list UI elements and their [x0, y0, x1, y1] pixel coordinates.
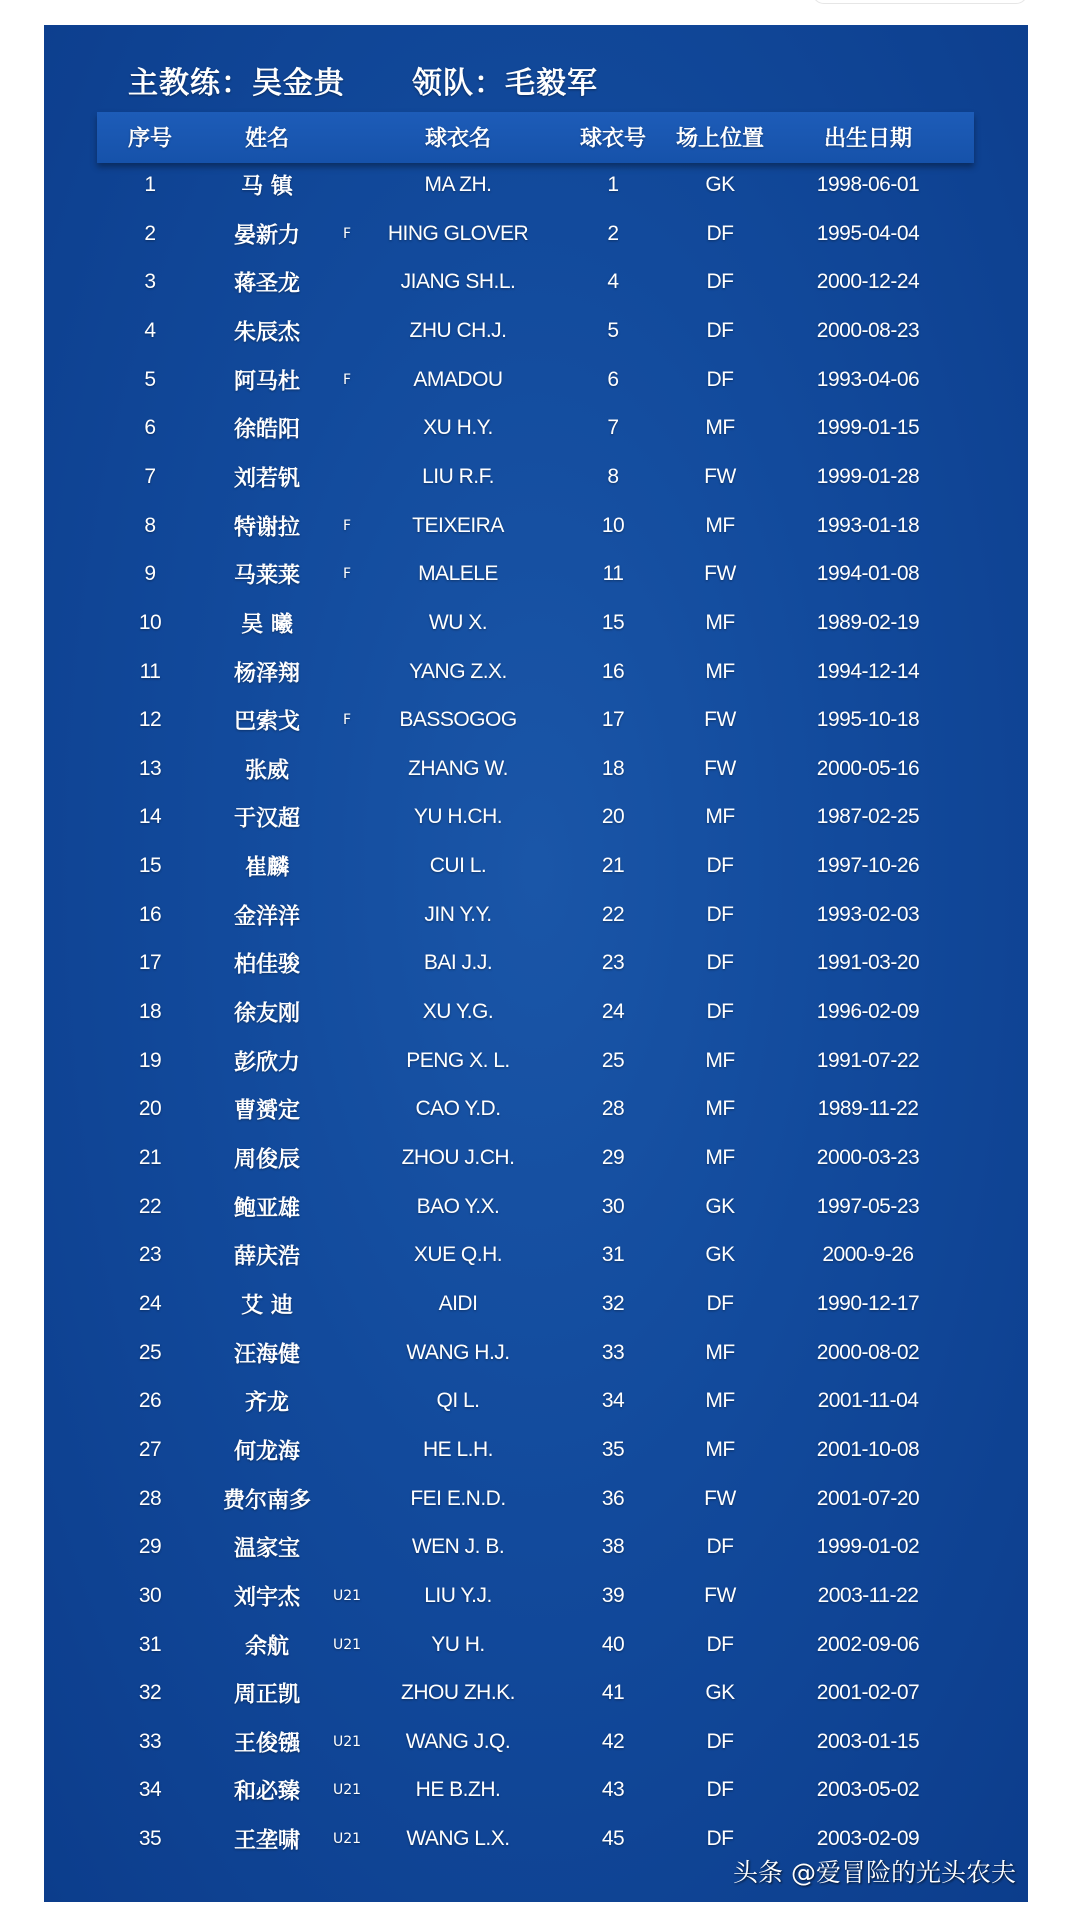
- position: MF: [705, 1146, 735, 1169]
- col-header-name: 姓名: [244, 126, 290, 152]
- player-number: 23: [138, 1243, 162, 1267]
- birthdate: 1999-01-15: [816, 416, 920, 440]
- player-name: 马莱莱: [233, 563, 301, 589]
- jersey-name: BAO Y.X.: [416, 1194, 500, 1218]
- position: FW: [704, 708, 736, 732]
- birthdate: 1993-01-18: [816, 513, 920, 537]
- jersey-name: CUI L.: [429, 854, 487, 878]
- player-number: 3: [144, 270, 156, 294]
- player-name: 曹赟定: [233, 1098, 301, 1124]
- player-name: 杨泽翔: [233, 661, 301, 686]
- player-name: 蒋圣龙: [233, 271, 301, 297]
- birthdate: 2001-11-04: [817, 1389, 919, 1413]
- jersey-number: 16: [601, 659, 625, 683]
- jersey-number: 1: [607, 173, 619, 196]
- player-tag: U21: [332, 1831, 362, 1848]
- birthdate: 2000-05-16: [816, 756, 920, 780]
- birthdate: 2000-12-24: [816, 270, 920, 294]
- player-number: 30: [138, 1583, 162, 1607]
- jersey-name: XU H.Y.: [423, 416, 493, 440]
- jersey-name: HING GLOVER: [387, 221, 529, 245]
- birthdate: 1989-11-22: [817, 1097, 919, 1121]
- player-tag: U21: [332, 1733, 362, 1750]
- jersey-name: ZHOU J.CH.: [401, 1146, 515, 1169]
- player-number: 21: [138, 1146, 162, 1169]
- player-name: 晏新力: [233, 223, 301, 249]
- jersey-number: 5: [607, 318, 619, 342]
- player-name: 徐皓阳: [233, 417, 301, 443]
- jersey-number: 23: [601, 951, 625, 975]
- player-number: 2: [144, 221, 156, 245]
- player-name: 何龙海: [233, 1439, 301, 1465]
- position: MF: [705, 1340, 735, 1364]
- player-tag: U21: [332, 1587, 362, 1604]
- player-number: 10: [138, 610, 162, 634]
- player-number: 9: [144, 562, 156, 586]
- jersey-name: WANG J.Q.: [405, 1729, 511, 1753]
- jersey-number: 18: [601, 756, 625, 780]
- jersey-name: YU H.CH.: [413, 805, 503, 829]
- player-name: 周正凯: [233, 1682, 301, 1708]
- player-name: 张威: [244, 758, 290, 784]
- jersey-number: 10: [601, 513, 625, 537]
- birthdate: 2000-08-23: [816, 318, 920, 342]
- position: DF: [706, 367, 734, 391]
- player-number: 22: [138, 1194, 162, 1218]
- position: MF: [705, 805, 735, 829]
- player-name: 于汉超: [233, 806, 301, 832]
- jersey-name: AMADOU: [413, 367, 503, 391]
- jersey-name: ZHOU ZH.K.: [401, 1681, 515, 1705]
- jersey-name: CAO Y.D.: [415, 1097, 501, 1121]
- jersey-number: 32: [601, 1291, 625, 1315]
- col-header-birthdate: 出生日期: [823, 126, 913, 152]
- jersey-number: 15: [601, 610, 625, 634]
- jersey-number: 25: [601, 1048, 625, 1072]
- jersey-number: 35: [601, 1437, 625, 1461]
- position: MF: [705, 513, 735, 537]
- birthdate: 2003-01-15: [816, 1729, 920, 1753]
- player-number: 18: [138, 1000, 162, 1024]
- jersey-name: XUE Q.H.: [413, 1243, 503, 1267]
- birthdate: 1993-02-03: [816, 902, 920, 926]
- jersey-name: WEN J. B.: [411, 1535, 505, 1559]
- jersey-number: 31: [601, 1243, 625, 1267]
- position: MF: [705, 1389, 735, 1413]
- jersey-name: BAI J.J.: [423, 951, 493, 975]
- jersey-number: 39: [601, 1583, 625, 1607]
- jersey-name: PENG X. L.: [406, 1048, 510, 1072]
- jersey-number: 43: [601, 1778, 625, 1802]
- jersey-number: 34: [601, 1389, 625, 1413]
- player-tag: F: [342, 517, 352, 534]
- player-number: 6: [144, 416, 156, 440]
- jersey-number: 41: [601, 1681, 625, 1705]
- birthdate: 1995-10-18: [816, 708, 920, 732]
- jersey-number: 45: [601, 1827, 625, 1851]
- player-name: 刘若钒: [233, 466, 301, 492]
- col-header-number: 序号: [127, 126, 173, 152]
- position: DF: [706, 1535, 734, 1559]
- table-header: [97, 112, 974, 163]
- player-number: 25: [138, 1340, 162, 1364]
- player-number: 28: [138, 1486, 162, 1510]
- player-name: 崔麟: [244, 855, 290, 881]
- jersey-number: 17: [601, 708, 625, 732]
- birthdate: 2002-09-06: [816, 1632, 920, 1656]
- position: DF: [706, 902, 734, 926]
- player-number: 19: [138, 1048, 162, 1072]
- player-number: 32: [138, 1681, 162, 1705]
- head-coach-label: 主教练：吴金贵: [128, 66, 345, 101]
- player-number: 31: [138, 1632, 162, 1656]
- birthdate: 1990-12-17: [816, 1291, 920, 1315]
- jersey-number: 33: [601, 1340, 625, 1364]
- position: GK: [705, 1681, 735, 1705]
- birthdate: 1989-02-19: [816, 610, 920, 634]
- player-name: 和必臻: [233, 1779, 301, 1805]
- player-name: 特谢拉: [233, 515, 301, 541]
- jersey-name: HE L.H.: [422, 1437, 494, 1461]
- player-number: 7: [144, 464, 156, 488]
- birthdate: 1987-02-25: [816, 805, 920, 829]
- position: FW: [704, 1583, 736, 1607]
- birthdate: 2001-02-07: [816, 1681, 920, 1705]
- position: DF: [706, 1632, 734, 1656]
- jersey-name: JIN Y.Y.: [424, 902, 492, 926]
- jersey-name: AIDI: [438, 1291, 478, 1315]
- position: MF: [705, 416, 735, 440]
- player-number: 33: [138, 1729, 162, 1753]
- position: MF: [705, 1437, 735, 1461]
- player-name: 朱辰杰: [233, 320, 301, 346]
- jersey-number: 4: [607, 270, 619, 294]
- jersey-name: ZHU CH.J.: [409, 318, 507, 342]
- col-header-position: 场上位置: [675, 126, 765, 152]
- position: FW: [704, 464, 736, 488]
- player-number: 20: [138, 1097, 162, 1121]
- position: MF: [705, 1097, 735, 1121]
- birthdate: 2003-02-09: [816, 1827, 920, 1851]
- player-name: 王垄啸: [233, 1828, 301, 1854]
- birthdate: 2003-11-22: [817, 1583, 919, 1607]
- birthdate: 1997-10-26: [816, 854, 920, 878]
- player-number: 16: [138, 902, 162, 926]
- jersey-number: 40: [601, 1632, 625, 1656]
- player-name: 温家宝: [233, 1536, 301, 1562]
- player-number: 14: [138, 805, 162, 829]
- jersey-name: YANG Z.X.: [409, 659, 507, 683]
- player-name: 徐友刚: [233, 1001, 301, 1027]
- player-name: 艾 迪: [241, 1293, 293, 1319]
- top-button-outline[interactable]: [812, 0, 1028, 4]
- birthdate: 1991-07-22: [816, 1048, 920, 1072]
- player-number: 27: [138, 1437, 162, 1461]
- player-name: 刘宇杰: [233, 1585, 301, 1611]
- player-tag: U21: [332, 1636, 362, 1653]
- col-header-jersey-name: 球衣名: [424, 126, 492, 152]
- jersey-number: 30: [601, 1194, 625, 1218]
- jersey-name: BASSOGOG: [399, 708, 517, 732]
- player-name: 巴索戈: [233, 709, 301, 735]
- player-number: 34: [138, 1778, 162, 1802]
- player-tag: F: [342, 566, 352, 583]
- position: GK: [705, 173, 735, 196]
- birthdate: 1993-04-06: [816, 367, 920, 391]
- jersey-name: JIANG SH.L.: [400, 270, 516, 294]
- player-name: 费尔南多: [222, 1488, 312, 1514]
- jersey-number: 8: [607, 464, 619, 488]
- position: DF: [706, 318, 734, 342]
- birthdate: 1999-01-02: [816, 1535, 920, 1559]
- jersey-name: MALELE: [418, 562, 498, 586]
- jersey-name: ZHANG W.: [408, 756, 508, 780]
- player-number: 13: [138, 756, 162, 780]
- jersey-number: 22: [601, 902, 625, 926]
- player-number: 15: [138, 854, 162, 878]
- birthdate: 1996-02-09: [816, 1000, 920, 1024]
- jersey-number: 42: [601, 1729, 625, 1753]
- position: MF: [705, 659, 735, 683]
- birthdate: 2000-08-02: [816, 1340, 920, 1364]
- player-number: 29: [138, 1535, 162, 1559]
- birthdate: 1994-12-14: [816, 659, 920, 683]
- player-number: 12: [138, 708, 162, 732]
- jersey-number: 28: [601, 1097, 625, 1121]
- position: DF: [706, 1729, 734, 1753]
- position: DF: [706, 221, 734, 245]
- position: DF: [706, 270, 734, 294]
- jersey-number: 24: [601, 1000, 625, 1024]
- jersey-name: LIU Y.J.: [424, 1583, 492, 1607]
- position: DF: [706, 1000, 734, 1024]
- player-name: 彭欣力: [233, 1050, 301, 1076]
- player-name: 齐龙: [244, 1390, 290, 1416]
- jersey-number: 11: [602, 562, 624, 586]
- player-name: 汪海健: [233, 1342, 301, 1368]
- player-name: 马 镇: [241, 174, 293, 200]
- jersey-number: 29: [601, 1146, 625, 1169]
- birthdate: 1991-03-20: [816, 951, 920, 975]
- player-number: 17: [138, 951, 162, 975]
- birthdate: 1999-01-28: [816, 464, 920, 488]
- jersey-name: FEI E.N.D.: [410, 1486, 506, 1510]
- position: DF: [706, 1778, 734, 1802]
- jersey-name: QI L.: [436, 1389, 480, 1413]
- position: FW: [704, 562, 736, 586]
- position: MF: [705, 1048, 735, 1072]
- player-number: 26: [138, 1389, 162, 1413]
- birthdate: 2000-03-23: [816, 1146, 920, 1169]
- jersey-name: LIU R.F.: [422, 464, 494, 488]
- player-name: 金洋洋: [233, 904, 301, 930]
- birthdate: 2000-9-26: [822, 1243, 914, 1267]
- position: GK: [705, 1243, 735, 1267]
- player-number: 24: [138, 1291, 162, 1315]
- jersey-number: 36: [601, 1486, 625, 1510]
- player-name: 阿马杜: [233, 369, 301, 395]
- jersey-name: TEIXEIRA: [412, 513, 504, 537]
- player-number: 4: [144, 318, 156, 342]
- birthdate: 2001-07-20: [816, 1486, 920, 1510]
- jersey-number: 2: [607, 221, 619, 245]
- position: GK: [705, 1194, 735, 1218]
- player-number: 5: [144, 367, 156, 391]
- jersey-name: WANG L.X.: [406, 1827, 510, 1851]
- birthdate: 1994-01-08: [816, 562, 920, 586]
- jersey-name: MA ZH.: [424, 173, 492, 196]
- birthdate: 1997-05-23: [816, 1194, 920, 1218]
- watermark: 头条 @爱冒险的光头农夫: [733, 1858, 1016, 1887]
- team-leader-label: 领队：毛毅军: [412, 66, 598, 101]
- position: DF: [706, 1827, 734, 1851]
- player-number: 8: [144, 513, 156, 537]
- jersey-name: XU Y.G.: [422, 1000, 494, 1024]
- col-header-jersey-number: 球衣号: [579, 126, 647, 152]
- player-number: 1: [144, 173, 156, 196]
- player-number: 35: [138, 1827, 162, 1851]
- jersey-name: YU H.: [431, 1632, 485, 1656]
- position: FW: [704, 1486, 736, 1510]
- position: DF: [706, 854, 734, 878]
- player-name: 吴 曦: [241, 612, 293, 638]
- player-name: 薛庆浩: [233, 1244, 301, 1270]
- jersey-name: HE B.ZH.: [415, 1778, 501, 1802]
- position: MF: [705, 610, 735, 634]
- player-number: 11: [139, 659, 161, 683]
- player-tag: F: [342, 225, 352, 242]
- player-name: 王俊镪: [233, 1731, 301, 1757]
- position: DF: [706, 951, 734, 975]
- position: DF: [706, 1291, 734, 1315]
- jersey-number: 20: [601, 805, 625, 829]
- player-name: 鲍亚雄: [233, 1196, 301, 1222]
- position: FW: [704, 756, 736, 780]
- jersey-number: 7: [607, 416, 619, 440]
- jersey-number: 6: [607, 367, 619, 391]
- player-name: 柏佳骏: [233, 952, 301, 978]
- jersey-name: WU X.: [428, 610, 488, 634]
- jersey-name: WANG H.J.: [406, 1340, 510, 1364]
- jersey-number: 21: [601, 854, 625, 878]
- birthdate: 2003-05-02: [816, 1778, 920, 1802]
- player-tag: U21: [332, 1782, 362, 1799]
- birthdate: 1998-06-01: [816, 173, 920, 196]
- player-tag: F: [342, 712, 352, 729]
- player-tag: F: [342, 371, 352, 388]
- player-name: 周俊辰: [233, 1147, 301, 1173]
- birthdate: 2001-10-08: [816, 1437, 920, 1461]
- player-name: 余航: [244, 1634, 290, 1659]
- jersey-number: 38: [601, 1535, 625, 1559]
- birthdate: 1995-04-04: [816, 221, 920, 245]
